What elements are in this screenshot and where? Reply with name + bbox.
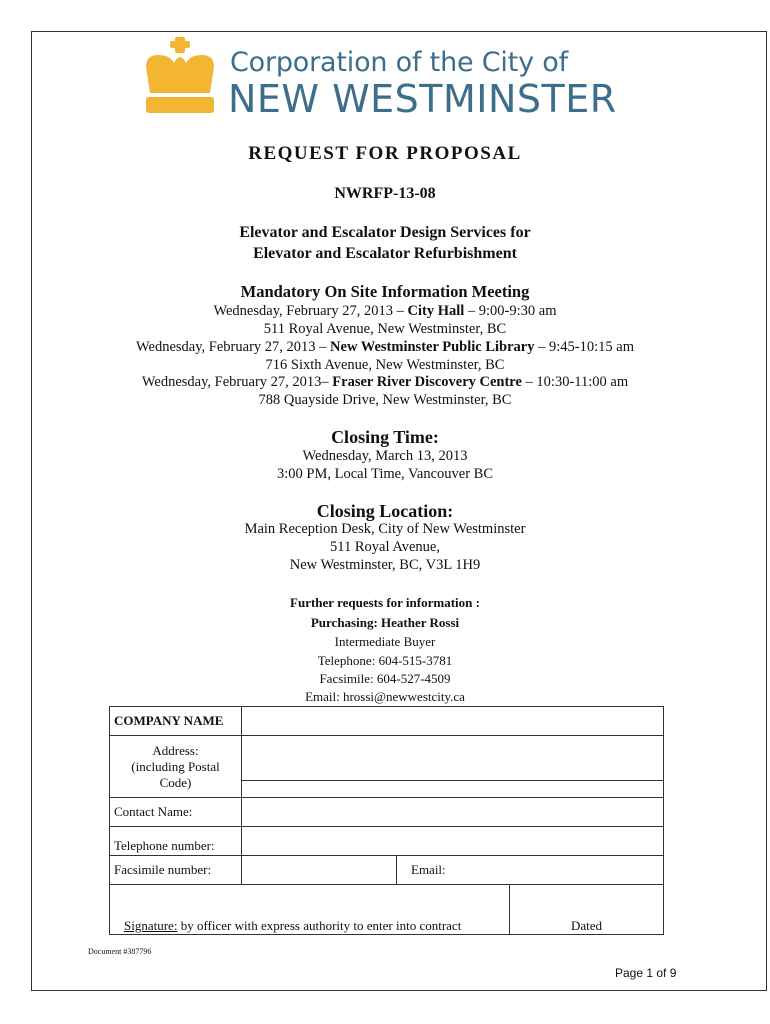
meeting-heading: Mandatory On Site Information Meeting xyxy=(240,282,530,301)
city-logo xyxy=(140,37,640,127)
facsimile-label: Facsimile number: xyxy=(110,856,242,885)
closing-time-hour: 3:00 PM, Local Time, Vancouver BC xyxy=(276,466,494,482)
contact-telephone: Telephone: 604-515-3781 xyxy=(317,653,453,668)
project-title-line-2: Elevator and Escalator Refurbishment xyxy=(253,245,517,262)
address-field[interactable] xyxy=(242,736,664,798)
closing-location-line-2: 511 Royal Avenue, xyxy=(330,539,440,555)
contact-name-field[interactable] xyxy=(242,798,664,827)
contact-name-label: Contact Name: xyxy=(110,798,242,827)
project-title-line-1: Elevator and Escalator Design Services for xyxy=(239,224,531,241)
email-label: Email: xyxy=(411,862,446,877)
crown-icon xyxy=(140,37,220,122)
company-name-field[interactable] xyxy=(242,707,664,736)
telephone-field[interactable] xyxy=(242,827,664,856)
document-title: REQUEST FOR PROPOSAL xyxy=(248,143,522,164)
logo-line-2: NEW WESTMINSTER xyxy=(228,77,617,121)
contact-role: Intermediate Buyer xyxy=(334,634,436,649)
closing-location-heading: Closing Location: xyxy=(316,501,454,521)
closing-time-heading: Closing Time: xyxy=(331,427,439,447)
document-number: Document #387796 xyxy=(88,947,152,956)
rfp-number: NWRFP-13-08 xyxy=(334,185,436,202)
contact-heading: Further requests for information : xyxy=(290,595,480,610)
closing-location-line-3: New Westminster, BC, V3L 1H9 xyxy=(289,557,481,573)
address-label: Address: (including Postal Code) xyxy=(110,736,242,798)
facsimile-field[interactable] xyxy=(242,856,397,885)
telephone-label: Telephone number: xyxy=(110,827,242,856)
dated-label: Dated xyxy=(570,918,603,933)
closing-location-line-1: Main Reception Desk, City of New Westminster xyxy=(244,521,526,537)
meeting-address-1: 511 Royal Avenue, New Westminster, BC xyxy=(263,321,507,337)
meeting-session-2: Wednesday, February 27, 2013 – New Westminster Public Library – 9:45-10:15 am xyxy=(136,339,634,355)
email-cell[interactable] xyxy=(397,856,664,885)
closing-time-date: Wednesday, March 13, 2013 xyxy=(302,448,468,464)
contact-name: Purchasing: Heather Rossi xyxy=(310,615,460,630)
company-name-label: COMPANY NAME xyxy=(110,707,242,736)
meeting-session-3: Wednesday, February 27, 2013– Fraser River Discovery Centre – 10:30-11:00 am xyxy=(141,374,629,390)
meeting-session-1: Wednesday, February 27, 2013 – City Hall – 9:00-9:30 am xyxy=(213,303,557,319)
meeting-address-3: 788 Quayside Drive, New Westminster, BC xyxy=(258,392,512,408)
company-info-form xyxy=(109,706,664,935)
signature-description: by officer with express authority to enter into contract xyxy=(177,918,462,933)
contact-facsimile: Facsimile: 604-527-4509 xyxy=(319,671,451,686)
page-number: Page 1 of 9 xyxy=(615,966,677,980)
dated-field[interactable] xyxy=(510,885,664,935)
signature-label: Signature: xyxy=(124,918,178,933)
logo-line-1: Corporation of the City of xyxy=(230,47,568,78)
meeting-address-2: 716 Sixth Avenue, New Westminster, BC xyxy=(265,357,505,373)
signature-field[interactable] xyxy=(110,885,510,935)
contact-email: Email: hrossi@newwestcity.ca xyxy=(305,689,465,704)
